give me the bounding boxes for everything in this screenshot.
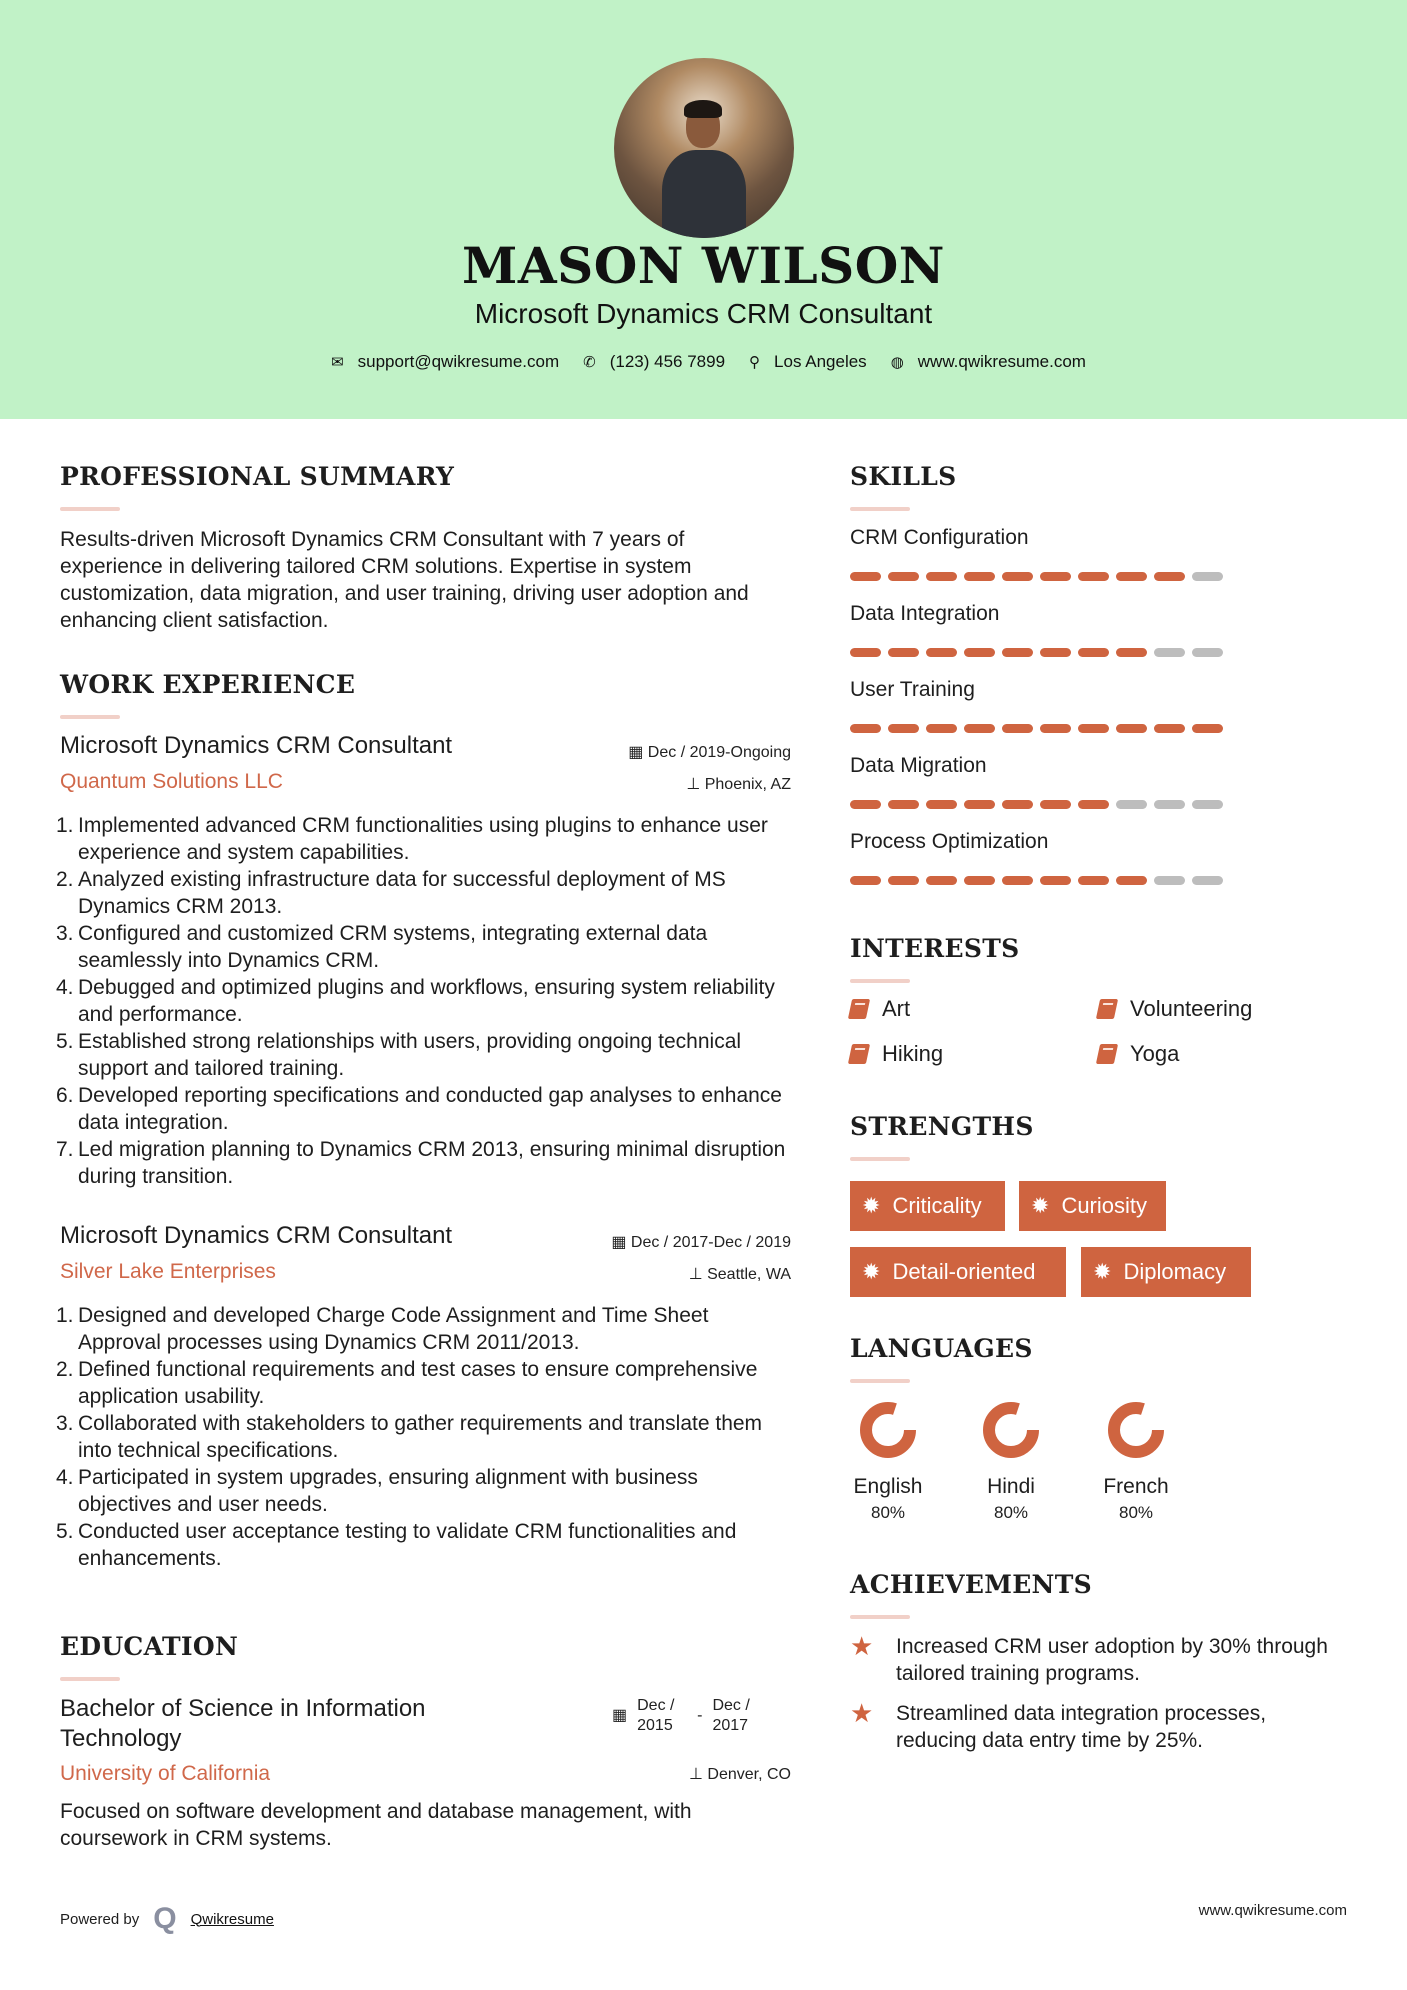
skill-dash <box>1154 648 1185 657</box>
qwikresume-logo-icon: Q <box>153 1902 177 1935</box>
duty-text: Conducted user acceptance testing to validate CRM functionalities and enhancements. <box>78 1520 737 1570</box>
skill-dash <box>888 876 919 885</box>
date-separator: - <box>697 1707 703 1724</box>
location-text: Seattle, WA <box>707 1266 791 1283</box>
duty-list <box>56 1302 795 1572</box>
duty-item <box>56 1028 795 1082</box>
skill-dash <box>964 876 995 885</box>
duty-text: Implemented advanced CRM functionalities using plugins to enhance user experience and system capabilities. <box>78 814 768 864</box>
strength-label: Criticality <box>892 1193 982 1218</box>
website[interactable]: www.qwikresume.com <box>917 352 1086 371</box>
calendar-icon: ▦ <box>612 1707 628 1724</box>
strength-label: Curiosity <box>1061 1193 1148 1218</box>
skill-dash <box>1192 648 1223 657</box>
profile-photo <box>614 58 794 238</box>
duty-text: Developed reporting specifications and conducted gap analyses to enhance data integration. <box>78 1084 782 1134</box>
skills-heading: SKILLS <box>850 462 957 491</box>
job-title: Microsoft Dynamics CRM Consultant <box>60 732 453 759</box>
duty-number: 4. <box>56 976 74 999</box>
interest-label: Art <box>882 996 911 1021</box>
skill-dash <box>1078 572 1109 581</box>
languages-heading: LANGUAGES <box>850 1334 1033 1363</box>
skill-label: Process Optimization <box>850 830 1049 853</box>
skill-dash <box>1002 724 1033 733</box>
skill-item <box>850 602 1223 678</box>
skill-rating <box>850 572 1223 581</box>
skill-dash <box>1078 724 1109 733</box>
skill-label: User Training <box>850 678 975 701</box>
interest-label: Volunteering <box>1130 996 1253 1021</box>
job-dates <box>628 742 791 762</box>
skill-dash <box>1078 800 1109 809</box>
skill-dash <box>1002 876 1033 885</box>
language-item <box>956 1398 1066 1523</box>
duty-item <box>56 1302 795 1356</box>
skill-label: CRM Configuration <box>850 526 1029 549</box>
interest-item <box>850 996 910 1022</box>
duty-item <box>56 920 795 974</box>
strength-tag <box>850 1181 1005 1231</box>
pushpin-icon: ⊥ <box>686 776 705 793</box>
summary-heading: PROFESSIONAL SUMMARY <box>60 462 455 491</box>
skill-dash <box>1040 648 1071 657</box>
language-level: 80% <box>870 1503 906 1522</box>
skill-dash <box>850 572 881 581</box>
calendar-icon: ▦ <box>611 1234 631 1251</box>
language-ring <box>979 1398 1043 1462</box>
job-dates <box>611 1232 791 1252</box>
job-location <box>689 1264 791 1284</box>
envelope-icon: ✉ <box>331 354 344 371</box>
skill-dash <box>1116 572 1147 581</box>
education-heading: EDUCATION <box>60 1632 239 1661</box>
skill-label: Data Migration <box>850 754 987 777</box>
strength-label: Detail-oriented <box>892 1259 1036 1284</box>
skill-dash <box>850 724 881 733</box>
language-level: 80% <box>1118 1503 1154 1522</box>
language-name: Hindi <box>987 1475 1035 1498</box>
map-pin-icon: ⚲ <box>749 354 761 371</box>
skill-dash <box>1116 876 1147 885</box>
degree: Bachelor of Science in Information Technology <box>60 1695 426 1752</box>
education-description: Focused on software development and database management, with coursework in CRM systems. <box>60 1800 692 1850</box>
phone-icon: ✆ <box>583 354 596 371</box>
skill-dash <box>1116 724 1147 733</box>
language-ring <box>1104 1398 1168 1462</box>
skill-dash <box>888 648 919 657</box>
interest-label: Hiking <box>882 1041 944 1066</box>
skill-dash <box>926 572 957 581</box>
skill-dash <box>888 572 919 581</box>
duty-list <box>56 812 795 1190</box>
skill-item <box>850 678 1223 754</box>
language-ring <box>856 1398 920 1462</box>
skill-rating <box>850 876 1223 885</box>
powered-by-text: Powered by <box>60 1910 140 1928</box>
duty-text: Established strong relationships with users, providing ongoing technical support and tailored training. <box>78 1030 742 1080</box>
duty-item <box>56 974 795 1028</box>
skill-dash <box>1002 572 1033 581</box>
skill-dash <box>1078 648 1109 657</box>
language-level: 80% <box>993 1503 1029 1522</box>
skill-item <box>850 526 1223 602</box>
strength-tag <box>1019 1181 1166 1231</box>
badge-icon: ✹ <box>862 1193 881 1218</box>
skill-dash <box>1078 876 1109 885</box>
skill-dash <box>1116 648 1147 657</box>
skill-dash <box>1040 800 1071 809</box>
duty-item <box>56 866 795 920</box>
skill-item <box>850 754 1223 830</box>
duty-number: 2. <box>56 1358 74 1381</box>
skill-dash <box>850 800 881 809</box>
location: Los Angeles <box>774 352 867 371</box>
resume-header <box>0 0 1407 419</box>
skill-dash <box>850 876 881 885</box>
skill-rating <box>850 648 1223 657</box>
badge-icon: ✹ <box>1093 1259 1112 1284</box>
dates-text: Dec / 2017-Dec / 2019 <box>630 1234 791 1251</box>
duty-number: 7. <box>56 1138 74 1161</box>
skills-list <box>850 526 1223 906</box>
skill-dash <box>850 648 881 657</box>
skill-dash <box>888 724 919 733</box>
badge-icon: ✹ <box>862 1259 881 1284</box>
skill-dash <box>1192 800 1223 809</box>
duty-text: Led migration planning to Dynamics CRM 2013, ensuring minimal disruption during transition. <box>78 1138 786 1188</box>
education-dates <box>612 1696 762 1736</box>
duty-item <box>56 1518 795 1572</box>
interest-item <box>1098 1041 1179 1067</box>
star-icon: ★ <box>850 1698 874 1728</box>
duty-number: 5. <box>56 1520 74 1543</box>
achievement-item <box>850 1700 1330 1754</box>
strength-tag <box>1081 1247 1251 1297</box>
duty-text: Participated in system upgrades, ensuring alignment with business objectives and user needs. <box>78 1466 698 1516</box>
duty-item <box>56 812 795 866</box>
skill-dash <box>1040 876 1071 885</box>
dates-text: Dec / 2019-Ongoing <box>647 744 791 761</box>
duty-number: 1. <box>56 814 74 837</box>
strength-label: Diplomacy <box>1123 1259 1227 1284</box>
duty-text: Collaborated with stakeholders to gather requirements and translate them into technical specifications. <box>78 1412 763 1462</box>
pushpin-icon: ⊥ <box>688 1266 708 1283</box>
strengths-heading: STRENGTHS <box>850 1112 1034 1141</box>
language-item <box>833 1398 943 1523</box>
skill-item <box>850 830 1223 906</box>
summary-text: Results-driven Microsoft Dynamics CRM Consultant with 7 years of experience in delivering tailored CRM solutions. Expertise in system customization, data migration, and user training, driving user adoption and enhancing client satisfaction. <box>60 528 749 632</box>
calendar-icon: ▦ <box>628 744 648 761</box>
badge-icon: ✹ <box>1031 1193 1050 1218</box>
skill-rating <box>850 800 1223 809</box>
location-text: Denver, CO <box>707 1766 791 1783</box>
duty-item <box>56 1136 795 1190</box>
duty-number: 6. <box>56 1084 74 1107</box>
footer-powered <box>60 1902 274 1936</box>
job-title: Microsoft Dynamics CRM Consultant <box>60 1222 453 1249</box>
achievements-heading: ACHIEVEMENTS <box>850 1570 1092 1599</box>
interest-item <box>1098 996 1252 1022</box>
pushpin-icon: ⊥ <box>689 1766 708 1783</box>
interest-label: Yoga <box>1130 1041 1180 1066</box>
book-icon <box>848 999 870 1019</box>
skill-dash <box>1002 800 1033 809</box>
skill-dash <box>964 724 995 733</box>
skill-dash <box>1192 876 1223 885</box>
skill-dash <box>1002 648 1033 657</box>
book-icon <box>848 1044 870 1064</box>
skill-dash <box>926 876 957 885</box>
skill-dash <box>1154 800 1185 809</box>
book-icon <box>1096 999 1118 1019</box>
education-location <box>689 1764 791 1784</box>
duty-text: Debugged and optimized plugins and workflows, ensuring system reliability and performance. <box>78 976 775 1026</box>
duty-number: 3. <box>56 1412 74 1435</box>
company-name: Silver Lake Enterprises <box>60 1260 276 1283</box>
skill-dash <box>1154 572 1185 581</box>
duty-text: Defined functional requirements and test cases to ensure comprehensive application usability. <box>78 1358 758 1408</box>
duty-number: 1. <box>56 1304 74 1327</box>
star-icon: ★ <box>850 1631 874 1661</box>
duty-number: 4. <box>56 1466 74 1489</box>
company-name: Quantum Solutions LLC <box>60 770 283 793</box>
skill-dash <box>926 800 957 809</box>
skill-dash <box>1154 724 1185 733</box>
achievement-text: Increased CRM user adoption by 30% through tailored training programs. <box>896 1635 1328 1685</box>
location-text: Phoenix, AZ <box>704 776 791 793</box>
skill-dash <box>888 800 919 809</box>
skill-dash <box>964 648 995 657</box>
duty-item <box>56 1464 795 1518</box>
job-location <box>686 774 791 794</box>
start-date: Dec / 2015 <box>637 1697 675 1734</box>
duty-number: 3. <box>56 922 74 945</box>
duty-item <box>56 1356 795 1410</box>
skill-dash <box>1040 724 1071 733</box>
candidate-title: Microsoft Dynamics CRM Consultant <box>474 298 933 329</box>
skill-dash <box>1154 876 1185 885</box>
skill-rating <box>850 724 1223 733</box>
skill-dash <box>1192 572 1223 581</box>
phone[interactable]: (123) 456 7899 <box>609 352 726 371</box>
duty-item <box>56 1082 795 1136</box>
skill-dash <box>1040 572 1071 581</box>
end-date: Dec / 2017 <box>712 1697 750 1734</box>
language-name: English <box>853 1475 923 1498</box>
language-item <box>1081 1398 1191 1523</box>
work-heading: WORK EXPERIENCE <box>60 670 356 699</box>
brand-link[interactable]: Qwikresume <box>190 1910 274 1928</box>
interests-heading: INTERESTS <box>850 934 1020 963</box>
achievement-item <box>850 1633 1330 1687</box>
footer-website[interactable]: www.qwikresume.com <box>1198 1902 1347 1919</box>
book-icon <box>1096 1044 1118 1064</box>
skill-dash <box>1192 724 1223 733</box>
duty-text: Designed and developed Charge Code Assignment and Time Sheet Approval processes using Dynamics CRM 2011/2013. <box>78 1304 709 1354</box>
email[interactable]: support@qwikresume.com <box>357 352 560 371</box>
school-name: University of California <box>60 1762 271 1785</box>
duty-item <box>56 1410 795 1464</box>
skill-label: Data Integration <box>850 602 1000 625</box>
skill-dash <box>926 648 957 657</box>
strength-tag <box>850 1247 1066 1297</box>
achievement-text: Streamlined data integration processes, reducing data entry time by 25%. <box>896 1702 1267 1752</box>
language-name: French <box>1103 1475 1169 1498</box>
contact-bar <box>0 352 1407 372</box>
candidate-name: MASON WILSON <box>462 236 945 295</box>
interest-item <box>850 1041 943 1067</box>
duty-number: 2. <box>56 868 74 891</box>
skill-dash <box>926 724 957 733</box>
duty-text: Configured and customized CRM systems, integrating external data seamlessly into Dynamics CRM. <box>78 922 708 972</box>
skill-dash <box>1116 800 1147 809</box>
skill-dash <box>964 800 995 809</box>
duty-text: Analyzed existing infrastructure data for successful deployment of MS Dynamics CRM 2013. <box>78 868 726 918</box>
duty-number: 5. <box>56 1030 74 1053</box>
skill-dash <box>964 572 995 581</box>
globe-icon: ◍ <box>890 354 904 371</box>
